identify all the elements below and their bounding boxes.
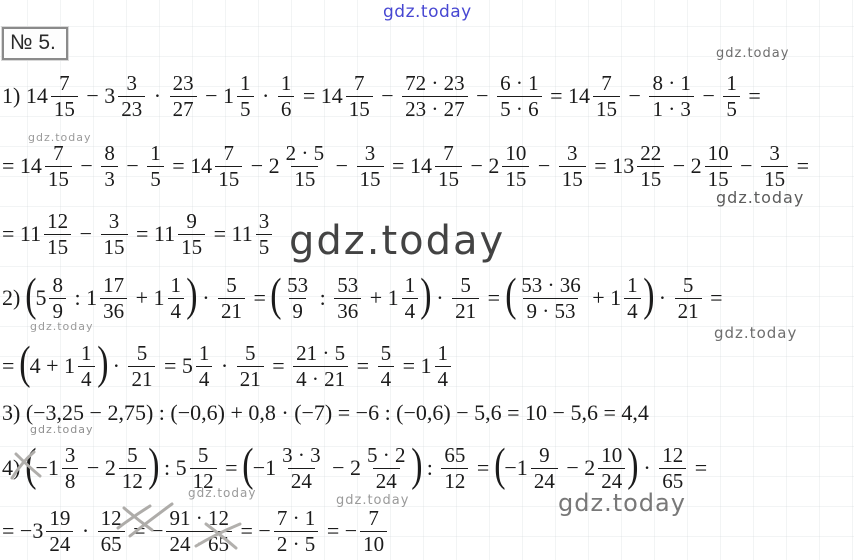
math-text: = 11 bbox=[208, 221, 253, 246]
watermark-line2-right: gdz.today bbox=[716, 188, 805, 207]
big-paren: ( bbox=[504, 269, 517, 322]
fraction: $\frac{5 \cdot 2}{24}$ bbox=[367, 442, 406, 493]
fraction: $\frac{7}{15}$ bbox=[435, 142, 462, 190]
math-text: : 5 bbox=[158, 455, 187, 480]
math-text: = 11 bbox=[2, 221, 42, 246]
math-text: − bbox=[623, 83, 647, 108]
fraction: $\frac{9}{15}$ bbox=[178, 210, 205, 258]
math-line-3 bbox=[2, 204, 275, 264]
math-text: · bbox=[430, 285, 450, 310]
fraction: $\frac{22}{15}$ bbox=[637, 142, 664, 190]
gdz-today-link[interactable]: gdz.today bbox=[383, 2, 472, 22]
math-text: = bbox=[351, 353, 375, 378]
math-text: = bbox=[248, 285, 272, 310]
math-text: · bbox=[653, 285, 672, 310]
fraction: $\frac{5}{12}$ bbox=[119, 444, 146, 492]
math-text: − 2 bbox=[81, 455, 116, 480]
math-text: + 1 bbox=[586, 285, 622, 310]
math-text: − 2 bbox=[326, 455, 362, 480]
fraction: $\frac{1}{6}$ bbox=[278, 72, 295, 120]
fraction: $\frac{5}{21}$ bbox=[128, 342, 155, 390]
big-paren: ) bbox=[148, 439, 160, 492]
fraction: $\frac{3}{8}$ bbox=[62, 444, 79, 492]
fraction: $\frac{9}{24}$ bbox=[531, 444, 558, 492]
big-paren: ( bbox=[19, 337, 31, 390]
fraction: $\frac{10}{15}$ bbox=[705, 142, 732, 190]
fraction: $\frac{3}{15}$ bbox=[357, 142, 384, 190]
fraction: $\frac{7 \cdot 1}{2 \cdot 5}$ bbox=[274, 507, 319, 555]
math-text: = bbox=[689, 455, 708, 480]
fraction: $\frac{7}{10}$ bbox=[360, 507, 387, 555]
fraction: $\frac{6 \cdot 1}{5 \cdot 6}$ bbox=[497, 72, 542, 120]
math-text: = 14 bbox=[2, 153, 42, 178]
fraction: $\frac{8}{3}$ bbox=[101, 142, 118, 190]
watermark-line2-left: gdz.today bbox=[28, 131, 92, 144]
fraction: $\frac{53 \cdot 36}{9 \cdot 53}$ bbox=[521, 272, 581, 323]
task-number-box bbox=[2, 27, 68, 60]
math-text: −1 bbox=[35, 455, 59, 480]
math-text: = 14 bbox=[166, 153, 213, 178]
math-text: − bbox=[330, 153, 354, 178]
fraction: $\frac{12}{65}$ bbox=[659, 444, 686, 492]
fraction: $\frac{3}{15}$ bbox=[101, 210, 128, 258]
fraction: $\frac{19}{24}$ bbox=[46, 507, 73, 555]
fraction: $\frac{7}{15}$ bbox=[45, 142, 72, 190]
watermark-line6-left: gdz.today bbox=[30, 423, 94, 436]
big-paren: ) bbox=[96, 337, 108, 390]
fraction: $\frac{53}{9}$ bbox=[287, 272, 309, 323]
big-paren: ) bbox=[627, 439, 639, 492]
math-text: − bbox=[532, 153, 556, 178]
math-line-6 bbox=[2, 398, 649, 428]
watermark-top-right: gdz.today bbox=[716, 46, 790, 61]
fraction: $\frac{12}{65}$ bbox=[98, 507, 125, 555]
math-line-7 bbox=[2, 437, 707, 499]
big-paren: ( bbox=[25, 439, 37, 492]
fraction: $\frac{65}{12}$ bbox=[441, 444, 468, 492]
fraction: $\frac{5}{21}$ bbox=[452, 274, 479, 322]
task-number-label: № 5. bbox=[10, 31, 56, 54]
math-text: + 1 bbox=[130, 285, 165, 310]
math-text: : bbox=[421, 455, 439, 480]
watermark-line7-a: gdz.today bbox=[188, 486, 257, 500]
fraction: $\frac{7}{15}$ bbox=[593, 72, 620, 120]
math-text: = − bbox=[234, 518, 271, 543]
fraction: $\frac{17}{36}$ bbox=[100, 274, 127, 322]
math-text: 4) bbox=[2, 455, 26, 480]
math-text: · bbox=[148, 83, 167, 108]
math-text: = − bbox=[321, 518, 358, 543]
fraction: $\frac{10}{15}$ bbox=[502, 142, 529, 190]
big-paren: ( bbox=[493, 439, 506, 492]
math-text: = bbox=[266, 353, 291, 378]
fraction: $\frac{3}{23}$ bbox=[118, 72, 145, 120]
math-text: − bbox=[375, 83, 400, 108]
big-paren: ) bbox=[186, 269, 198, 322]
big-paren: ) bbox=[420, 269, 432, 322]
math-text: − 1 bbox=[199, 83, 234, 108]
math-text: · bbox=[107, 353, 126, 378]
fraction: $\frac{91 \cdot 12}{24 \cdot 65}$ bbox=[166, 507, 232, 555]
math-text: · bbox=[637, 455, 657, 480]
math-text: = bbox=[482, 285, 506, 310]
math-text: − 2 bbox=[560, 455, 596, 480]
math-text: − 2 bbox=[667, 153, 702, 178]
fraction: $\frac{1}{5}$ bbox=[723, 72, 740, 120]
math-text: − bbox=[74, 221, 98, 246]
fraction: $\frac{5}{21}$ bbox=[218, 274, 245, 322]
fraction: $\frac{21 \cdot 5}{4 \cdot 21}$ bbox=[293, 342, 348, 390]
fraction: $\frac{23}{27}$ bbox=[170, 72, 197, 120]
fraction: $\frac{5}{12}$ bbox=[190, 444, 217, 492]
math-text: = 14 bbox=[297, 83, 343, 108]
fraction: $\frac{5}{21}$ bbox=[237, 342, 264, 390]
math-line-2 bbox=[2, 136, 809, 196]
fraction: $\frac{1}{4}$ bbox=[402, 274, 419, 322]
fraction: $\frac{3 \cdot 3}{24}$ bbox=[282, 442, 321, 493]
math-line-4 bbox=[2, 266, 723, 330]
watermark-line4-right: gdz.today bbox=[714, 324, 798, 342]
math-text: = 14 bbox=[544, 83, 591, 108]
fraction: $\frac{1}{4}$ bbox=[78, 342, 95, 390]
math-text: = bbox=[471, 455, 495, 480]
math-text: 2) bbox=[2, 285, 26, 310]
math-text: · bbox=[215, 353, 234, 378]
fraction: $\frac{1}{5}$ bbox=[147, 142, 164, 190]
math-text: = bbox=[742, 83, 761, 108]
math-text: = 13 bbox=[588, 153, 635, 178]
fraction: $\frac{10}{24}$ bbox=[598, 444, 625, 492]
math-text: : bbox=[314, 285, 332, 310]
math-text: = 1 bbox=[397, 353, 432, 378]
math-text: − bbox=[120, 153, 145, 178]
watermark-line7-b: gdz.today bbox=[336, 493, 410, 508]
math-text: + 1 bbox=[364, 285, 399, 310]
big-paren: ) bbox=[642, 269, 655, 322]
math-text: · bbox=[76, 518, 95, 543]
fraction: $\frac{12}{15}$ bbox=[44, 210, 71, 258]
math-text: −1 bbox=[252, 455, 277, 480]
math-text: = 11 bbox=[130, 221, 176, 246]
math-line-8 bbox=[2, 503, 390, 559]
big-paren: ( bbox=[25, 269, 37, 322]
fraction: $\frac{2 \cdot 5}{15}$ bbox=[285, 140, 325, 191]
big-paren: ( bbox=[242, 439, 254, 492]
watermark-line7-right: gdz.today bbox=[558, 489, 686, 517]
fraction: $\frac{1}{4}$ bbox=[168, 274, 185, 322]
math-text: = bbox=[2, 353, 20, 378]
fraction: $\frac{8}{9}$ bbox=[49, 274, 66, 322]
math-text: − 2 bbox=[464, 153, 500, 178]
math-text: 1) 14 bbox=[2, 83, 48, 108]
fraction: $\frac{1}{4}$ bbox=[196, 342, 213, 390]
fraction: $\frac{7}{15}$ bbox=[346, 72, 373, 120]
fraction: $\frac{1}{4}$ bbox=[624, 274, 641, 322]
fraction: $\frac{5}{21}$ bbox=[675, 274, 702, 322]
math-text: − bbox=[734, 153, 759, 178]
math-text: = 5 bbox=[158, 353, 193, 378]
math-text: − 2 bbox=[245, 153, 280, 178]
fraction: $\frac{1}{5}$ bbox=[237, 72, 254, 120]
math-line-5 bbox=[2, 336, 454, 396]
fraction: $\frac{3}{15}$ bbox=[559, 142, 586, 190]
math-text: · bbox=[256, 83, 275, 108]
math-text: −1 bbox=[504, 455, 528, 480]
math-text: = −3 bbox=[2, 518, 44, 543]
fraction: $\frac{53}{36}$ bbox=[334, 274, 361, 322]
fraction: $\frac{7}{15}$ bbox=[215, 142, 242, 190]
fraction: $\frac{3}{15}$ bbox=[761, 142, 788, 190]
big-paren: ) bbox=[410, 439, 422, 492]
fraction: $\frac{7}{15}$ bbox=[51, 72, 78, 120]
math-text: = − bbox=[127, 518, 164, 543]
math-text: 3) (−3,25 − 2,75) : (−0,6) + 0,8 · (−7) = −6 : (−0,6) − 5,6 = 10 − 5,6 = 4,4 bbox=[2, 400, 649, 425]
math-text: = bbox=[704, 285, 723, 310]
fraction: $\frac{8 \cdot 1}{1 \cdot 3}$ bbox=[649, 72, 694, 120]
math-line-1 bbox=[2, 66, 761, 126]
fraction: $\frac{5}{4}$ bbox=[378, 342, 395, 390]
fraction: $\frac{3}{5}$ bbox=[256, 210, 273, 258]
watermark-center-big: gdz.today bbox=[289, 218, 506, 264]
watermark-line4-left: gdz.today bbox=[30, 320, 94, 333]
fraction: $\frac{72 \cdot 23}{23 \cdot 27}$ bbox=[402, 72, 468, 120]
math-text: 5 bbox=[35, 285, 47, 310]
math-text: − bbox=[696, 83, 721, 108]
math-text: = bbox=[791, 153, 809, 178]
fraction: $\frac{1}{4}$ bbox=[435, 342, 452, 390]
math-text: = bbox=[219, 455, 244, 480]
math-text: · bbox=[196, 285, 216, 310]
math-text: − bbox=[470, 83, 495, 108]
math-text: 4 + 1 bbox=[29, 353, 75, 378]
math-text: : 1 bbox=[68, 285, 98, 310]
math-text: − bbox=[74, 153, 99, 178]
math-text: − 3 bbox=[80, 83, 116, 108]
math-text: = 14 bbox=[386, 153, 432, 178]
big-paren: ( bbox=[270, 269, 282, 322]
